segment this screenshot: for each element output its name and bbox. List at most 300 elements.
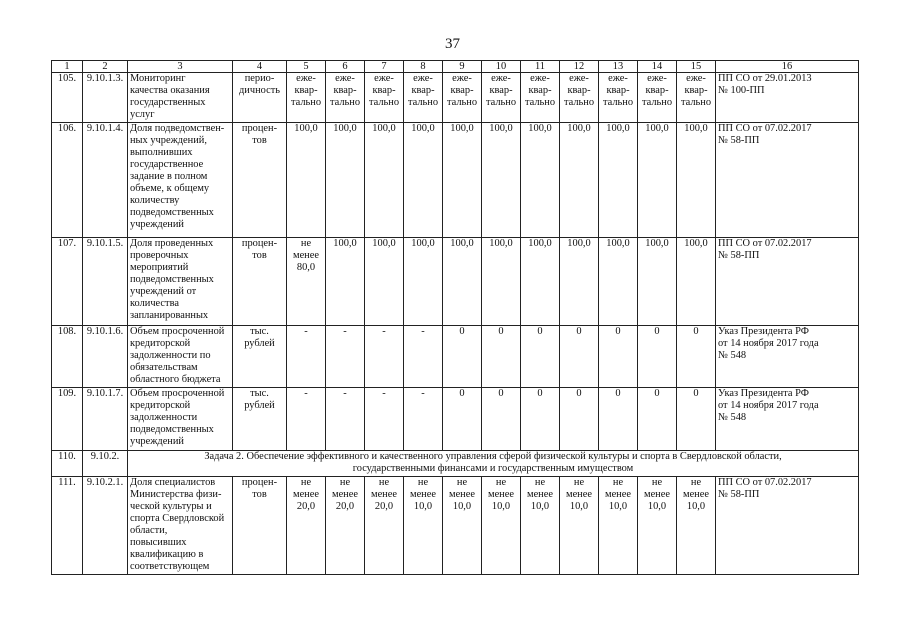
cell-line: еже- <box>296 73 316 84</box>
cell-line: № 548 <box>718 412 747 423</box>
indicator-value <box>677 388 716 451</box>
cell-line: 80,0 <box>296 262 316 273</box>
indicator-value <box>521 477 560 575</box>
cell-line: менее <box>293 250 319 261</box>
cell-line: процен- <box>241 123 278 134</box>
indicator-unit <box>233 326 287 388</box>
column-number: 12 <box>560 61 599 73</box>
cell-line: тально <box>368 97 400 108</box>
cell-line: тально <box>524 97 556 108</box>
cell-line: тально <box>563 97 595 108</box>
indicator-value <box>599 477 638 575</box>
cell-line: 10,0 <box>569 501 589 512</box>
legal-basis <box>716 238 859 326</box>
cell-line: области, <box>130 525 168 536</box>
indicators-table <box>51 60 859 575</box>
cell-line: ных учреждений, <box>130 135 207 146</box>
cell-line: задолженности <box>130 412 198 423</box>
cell-line: № 58-ПП <box>718 489 760 500</box>
cell-line: тов <box>252 489 267 500</box>
cell-line: 0 <box>615 326 621 337</box>
indicator-value <box>521 73 560 123</box>
indicator-value <box>404 238 443 326</box>
cell-line: учреждений <box>130 436 184 447</box>
cell-line: менее <box>683 489 709 500</box>
indicator-value <box>443 477 482 575</box>
cell-line: 100,0 <box>567 123 591 134</box>
cell-line: тально <box>680 97 712 108</box>
legal-basis <box>716 123 859 238</box>
cell-line: не <box>417 477 429 488</box>
task-row <box>52 451 859 477</box>
cell-line: обязательствам <box>130 362 198 373</box>
cell-line: от 14 ноября 2017 года <box>718 338 819 349</box>
indicator-value <box>482 123 521 238</box>
cell-line: 100,0 <box>606 123 630 134</box>
header-row <box>52 61 859 73</box>
indicator-value <box>599 73 638 123</box>
cell-line: 100,0 <box>489 123 513 134</box>
legal-basis <box>716 326 859 388</box>
indicator-value <box>287 477 326 575</box>
cell-line: не <box>300 477 312 488</box>
table-row <box>52 73 859 123</box>
cell-line: Доля специалистов <box>130 477 216 488</box>
column-number: 9 <box>443 61 482 73</box>
column-number: 3 <box>128 61 233 73</box>
cell-line: не <box>534 477 546 488</box>
cell-line: квар- <box>645 85 669 96</box>
cell-line: 100,0 <box>645 238 669 249</box>
cell-line: № 548 <box>718 350 747 361</box>
cell-line: - <box>343 388 347 399</box>
cell-line: государственное <box>130 159 204 170</box>
cell-line: кредиторской <box>130 338 191 349</box>
indicator-value <box>521 326 560 388</box>
cell-line: процен- <box>241 238 278 249</box>
cell-line: тов <box>252 250 267 261</box>
indicator-value <box>443 388 482 451</box>
row-code: 9.10.1.5. <box>83 238 128 326</box>
column-number: 4 <box>233 61 287 73</box>
indicator-name <box>128 123 233 238</box>
indicator-name <box>128 238 233 326</box>
indicator-value <box>560 123 599 238</box>
cell-line: не <box>300 238 312 249</box>
cell-line: ПП СО от 07.02.2017 <box>718 123 812 134</box>
column-number: 11 <box>521 61 560 73</box>
cell-line: 0 <box>615 388 621 399</box>
row-code: 9.10.1.6. <box>83 326 128 388</box>
cell-line: тально <box>641 97 673 108</box>
cell-line: квар- <box>489 85 513 96</box>
indicator-value <box>326 477 365 575</box>
column-number: 2 <box>83 61 128 73</box>
cell-line: 100,0 <box>528 238 552 249</box>
indicator-value <box>599 388 638 451</box>
indicator-value <box>365 388 404 451</box>
cell-line: менее <box>371 489 397 500</box>
indicator-value <box>443 123 482 238</box>
cell-line: не <box>690 477 702 488</box>
cell-line: государственных <box>130 97 206 108</box>
cell-line: не <box>612 477 624 488</box>
indicator-value <box>677 73 716 123</box>
cell-line: 20,0 <box>335 501 355 512</box>
cell-line: спорта Свердловской <box>130 513 225 524</box>
cell-line: 0 <box>654 388 660 399</box>
cell-line: перио- <box>244 73 275 84</box>
cell-line: 100,0 <box>372 238 396 249</box>
row-code: 9.10.1.3. <box>83 73 128 123</box>
cell-line: квар- <box>684 85 708 96</box>
cell-line: Объем просроченной <box>130 326 225 337</box>
row-number: 107. <box>52 238 83 326</box>
legal-basis <box>716 388 859 451</box>
cell-line: объеме, к общему <box>130 183 210 194</box>
cell-line: ПП СО от 07.02.2017 <box>718 477 812 488</box>
cell-line: подведомственных <box>130 207 214 218</box>
indicator-value <box>482 238 521 326</box>
cell-line: тально <box>485 97 517 108</box>
indicator-unit <box>233 73 287 123</box>
cell-line: 0 <box>498 388 504 399</box>
cell-line: квар- <box>372 85 396 96</box>
cell-line: выполнивших <box>130 147 193 158</box>
cell-line: качества оказания <box>130 85 210 96</box>
cell-line: еже- <box>335 73 355 84</box>
cell-line: менее <box>644 489 670 500</box>
cell-line: 100,0 <box>606 238 630 249</box>
indicator-value <box>521 238 560 326</box>
cell-line: Доля проведенных <box>130 238 214 249</box>
column-number: 14 <box>638 61 677 73</box>
column-number: 10 <box>482 61 521 73</box>
cell-line: квар- <box>567 85 591 96</box>
indicator-value <box>287 238 326 326</box>
cell-line: Указ Президента РФ <box>718 388 809 399</box>
indicator-value <box>638 73 677 123</box>
cell-line: тально <box>446 97 478 108</box>
cell-line: еже- <box>608 73 628 84</box>
cell-line: - <box>421 326 425 337</box>
indicator-value <box>677 123 716 238</box>
cell-line: 10,0 <box>413 501 433 512</box>
indicator-value <box>638 388 677 451</box>
cell-line: соответствующем <box>130 561 210 572</box>
cell-line: квар- <box>294 85 318 96</box>
indicator-value <box>482 388 521 451</box>
cell-line: не <box>651 477 663 488</box>
cell-line: 0 <box>576 326 582 337</box>
cell-line: 0 <box>498 326 504 337</box>
cell-line: услуг <box>130 109 155 120</box>
indicator-name <box>128 477 233 575</box>
cell-line: 0 <box>459 326 465 337</box>
task-title <box>128 451 859 477</box>
cell-line: - <box>382 326 386 337</box>
cell-line: - <box>343 326 347 337</box>
cell-line: задание в полном <box>130 171 208 182</box>
row-number: 106. <box>52 123 83 238</box>
cell-line: 100,0 <box>528 123 552 134</box>
cell-line: менее <box>566 489 592 500</box>
indicator-value <box>560 238 599 326</box>
indicator-value <box>326 73 365 123</box>
column-number: 1 <box>52 61 83 73</box>
table-row <box>52 388 859 451</box>
cell-line: квар- <box>606 85 630 96</box>
cell-line: еже- <box>413 73 433 84</box>
cell-line: 0 <box>693 326 699 337</box>
cell-line: тов <box>252 135 267 146</box>
indicator-value <box>365 477 404 575</box>
cell-line: 10,0 <box>686 501 706 512</box>
cell-line: квар- <box>411 85 435 96</box>
cell-line: - <box>421 388 425 399</box>
cell-line: государственными финансами и государственным имуществом <box>352 463 634 474</box>
cell-line: Задача 2. Обеспечение эффективного и качественного управления сферой физической культуры и спорта в Свердловской области, <box>204 451 782 462</box>
cell-line: Мониторинг <box>130 73 186 84</box>
indicator-value <box>599 123 638 238</box>
cell-line: 100,0 <box>372 123 396 134</box>
table-row <box>52 477 859 575</box>
cell-line: тыс. <box>250 326 269 337</box>
cell-line: еже- <box>569 73 589 84</box>
cell-line: 0 <box>576 388 582 399</box>
cell-line: рублей <box>244 400 275 411</box>
indicator-value <box>599 326 638 388</box>
cell-line: ческой культуры и <box>130 501 212 512</box>
cell-line: менее <box>449 489 475 500</box>
cell-line: квар- <box>528 85 552 96</box>
indicator-value <box>482 326 521 388</box>
column-number: 16 <box>716 61 859 73</box>
cell-line: ПП СО от 29.01.2013 <box>718 73 812 84</box>
cell-line: не <box>456 477 468 488</box>
cell-line: - <box>382 388 386 399</box>
row-number: 109. <box>52 388 83 451</box>
cell-line: 100,0 <box>645 123 669 134</box>
table-row <box>52 238 859 326</box>
cell-line: 0 <box>537 326 543 337</box>
cell-line: еже- <box>374 73 394 84</box>
indicator-value <box>326 388 365 451</box>
indicator-value <box>287 388 326 451</box>
indicator-value <box>443 326 482 388</box>
indicator-value <box>677 477 716 575</box>
indicator-value <box>521 123 560 238</box>
cell-line: квар- <box>333 85 357 96</box>
indicator-value <box>287 123 326 238</box>
row-number: 110. <box>52 451 83 477</box>
indicator-value <box>443 238 482 326</box>
page-number: 37 <box>445 36 460 52</box>
column-number: 5 <box>287 61 326 73</box>
cell-line: областного бюджета <box>130 374 221 385</box>
indicator-value <box>482 73 521 123</box>
indicator-value <box>560 326 599 388</box>
indicator-value <box>326 238 365 326</box>
cell-line: тыс. <box>250 388 269 399</box>
cell-line: менее <box>527 489 553 500</box>
legal-basis <box>716 477 859 575</box>
column-number: 15 <box>677 61 716 73</box>
cell-line: 100,0 <box>294 123 318 134</box>
indicator-value <box>677 326 716 388</box>
cell-line: подведомственных <box>130 424 214 435</box>
indicator-value <box>560 477 599 575</box>
cell-line: 100,0 <box>684 238 708 249</box>
indicator-name <box>128 326 233 388</box>
cell-line: тально <box>290 97 322 108</box>
indicator-unit <box>233 238 287 326</box>
cell-line: подведомственных <box>130 274 214 285</box>
cell-line: 0 <box>537 388 543 399</box>
cell-line: 0 <box>459 388 465 399</box>
indicator-value <box>638 238 677 326</box>
cell-line: 0 <box>693 388 699 399</box>
cell-line: 100,0 <box>333 123 357 134</box>
cell-line: не <box>573 477 585 488</box>
indicator-value <box>443 73 482 123</box>
cell-line: 10,0 <box>452 501 472 512</box>
cell-line: еже- <box>686 73 706 84</box>
cell-line: менее <box>488 489 514 500</box>
cell-line: не <box>339 477 351 488</box>
cell-line: 100,0 <box>411 238 435 249</box>
indicator-value <box>404 123 443 238</box>
indicator-name <box>128 73 233 123</box>
row-number: 108. <box>52 326 83 388</box>
cell-line: менее <box>293 489 319 500</box>
cell-line: 10,0 <box>608 501 628 512</box>
indicator-value <box>365 326 404 388</box>
indicator-value <box>326 123 365 238</box>
indicator-value <box>365 123 404 238</box>
cell-line: запланированных <box>130 310 209 321</box>
cell-line: 100,0 <box>450 238 474 249</box>
cell-line: квар- <box>450 85 474 96</box>
cell-line: рублей <box>244 338 275 349</box>
indicator-value <box>287 326 326 388</box>
row-code: 9.10.2. <box>83 451 128 477</box>
cell-line: 100,0 <box>567 238 591 249</box>
cell-line: не <box>378 477 390 488</box>
row-code: 9.10.1.4. <box>83 123 128 238</box>
indicator-value <box>560 388 599 451</box>
cell-line: - <box>304 388 308 399</box>
indicator-value <box>365 73 404 123</box>
cell-line: 10,0 <box>647 501 667 512</box>
cell-line: 0 <box>654 326 660 337</box>
indicator-value <box>521 388 560 451</box>
cell-line: Министерства физи- <box>130 489 222 500</box>
cell-line: квалификацию в <box>130 549 204 560</box>
indicator-value <box>404 73 443 123</box>
indicator-unit <box>233 477 287 575</box>
cell-line: № 100-ПП <box>718 85 765 96</box>
cell-line: тально <box>602 97 634 108</box>
cell-line: кредиторской <box>130 400 191 411</box>
indicator-value <box>287 73 326 123</box>
cell-line: 100,0 <box>684 123 708 134</box>
cell-line: менее <box>410 489 436 500</box>
cell-line: 10,0 <box>491 501 511 512</box>
indicator-value <box>326 326 365 388</box>
cell-line: количеству <box>130 195 180 206</box>
cell-line: 10,0 <box>530 501 550 512</box>
column-number: 13 <box>599 61 638 73</box>
indicator-value <box>404 477 443 575</box>
cell-line: тально <box>329 97 361 108</box>
column-number: 8 <box>404 61 443 73</box>
cell-line: ПП СО от 07.02.2017 <box>718 238 812 249</box>
table-row <box>52 326 859 388</box>
indicator-value <box>677 238 716 326</box>
cell-line: Доля подведомствен- <box>130 123 225 134</box>
cell-line: 100,0 <box>411 123 435 134</box>
cell-line: 100,0 <box>333 238 357 249</box>
table-row <box>52 123 859 238</box>
cell-line: от 14 ноября 2017 года <box>718 400 819 411</box>
cell-line: еже- <box>530 73 550 84</box>
cell-line: 20,0 <box>296 501 316 512</box>
column-number: 7 <box>365 61 404 73</box>
cell-line: 100,0 <box>450 123 474 134</box>
indicator-value <box>599 238 638 326</box>
cell-line: - <box>304 326 308 337</box>
row-number: 111. <box>52 477 83 575</box>
indicator-value <box>404 388 443 451</box>
indicator-value <box>482 477 521 575</box>
cell-line: повысивших <box>130 537 187 548</box>
cell-line: Объем просроченной <box>130 388 225 399</box>
cell-line: № 58-ПП <box>718 250 760 261</box>
cell-line: задолженности по <box>130 350 211 361</box>
cell-line: процен- <box>241 477 278 488</box>
indicator-unit <box>233 123 287 238</box>
cell-line: менее <box>605 489 631 500</box>
row-code: 9.10.2.1. <box>83 477 128 575</box>
indicator-value <box>560 73 599 123</box>
indicator-value <box>638 123 677 238</box>
indicator-name <box>128 388 233 451</box>
cell-line: еже- <box>647 73 667 84</box>
cell-line: тально <box>407 97 439 108</box>
legal-basis <box>716 73 859 123</box>
cell-line: мероприятий <box>130 262 189 273</box>
cell-line: дичность <box>239 85 280 96</box>
cell-line: учреждений <box>130 219 184 230</box>
indicator-value <box>638 326 677 388</box>
cell-line: менее <box>332 489 358 500</box>
cell-line: еже- <box>452 73 472 84</box>
cell-line: проверочных <box>130 250 189 261</box>
cell-line: не <box>495 477 507 488</box>
column-number: 6 <box>326 61 365 73</box>
row-code: 9.10.1.7. <box>83 388 128 451</box>
cell-line: еже- <box>491 73 511 84</box>
cell-line: количества <box>130 298 179 309</box>
cell-line: № 58-ПП <box>718 135 760 146</box>
indicator-unit <box>233 388 287 451</box>
cell-line: Указ Президента РФ <box>718 326 809 337</box>
cell-line: 20,0 <box>374 501 394 512</box>
indicator-value <box>404 326 443 388</box>
cell-line: учреждений от <box>130 286 197 297</box>
cell-line: 100,0 <box>489 238 513 249</box>
